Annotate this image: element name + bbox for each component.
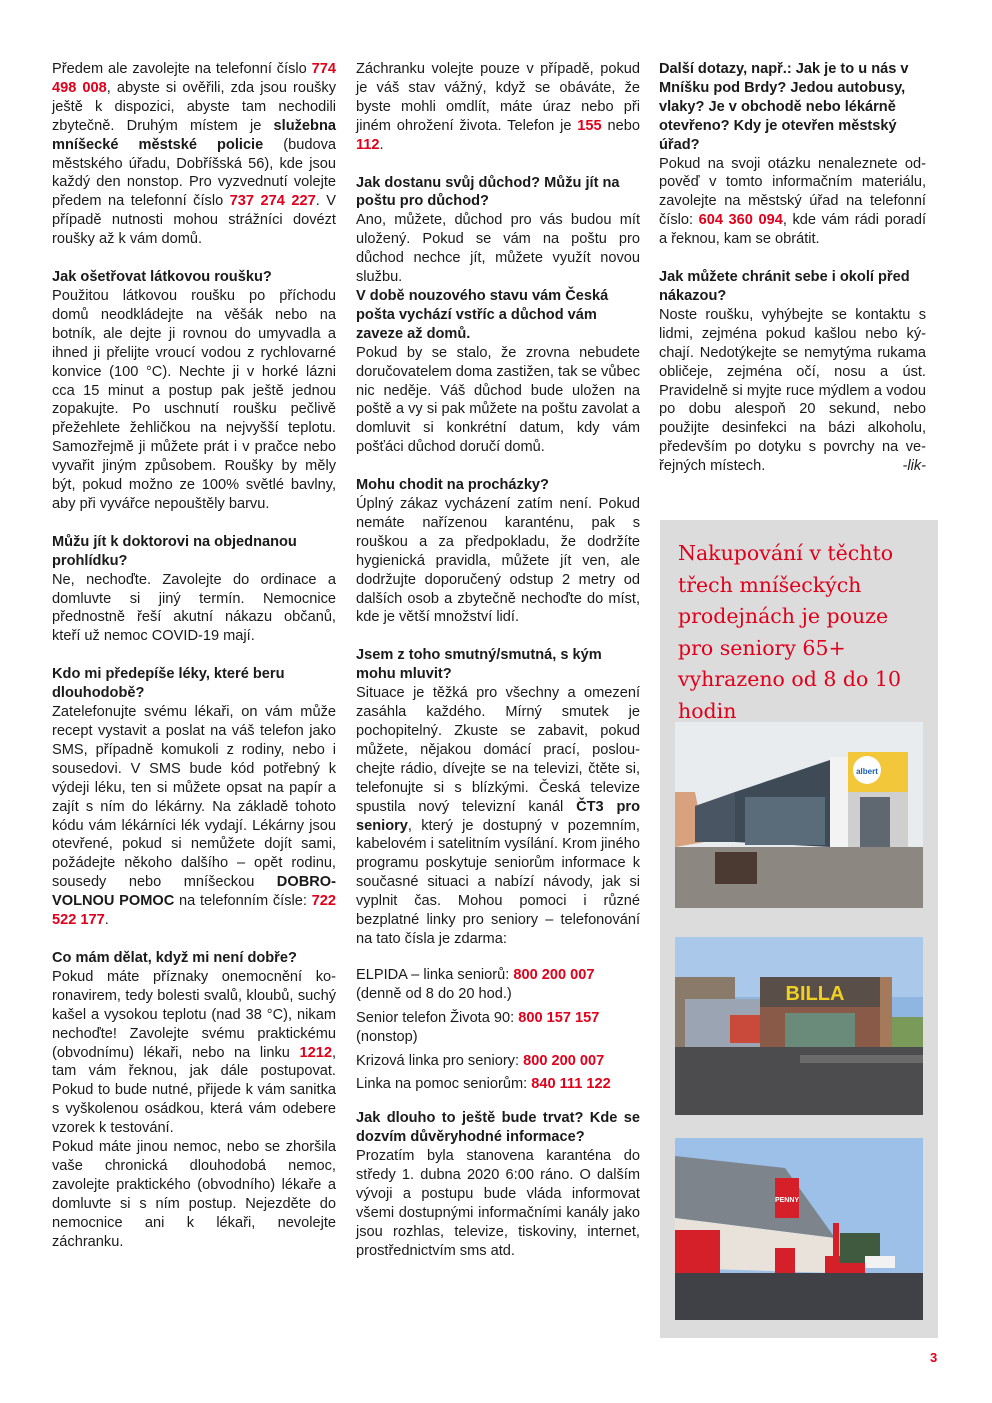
phone-number: 800 157 157 bbox=[518, 1009, 600, 1026]
author-signature: -lik- bbox=[902, 458, 926, 475]
penny-logo: PENNY bbox=[774, 1197, 800, 1204]
phone-number: 800 200 007 bbox=[523, 1052, 605, 1069]
senior-shopping-panel bbox=[660, 520, 938, 1338]
paragraph-masks-pickup: Předem ale zavolejte na telefonní číslo 774 498 008, abyste si ověřili, zda jsou roušky ještě k dispozici, abyste tam nechodili zbytečně. Druhým místem je služebna mníšecké městské policie (budova městského úřadu, Dobříšská 56), kde jsou každý den nonstop. Pro vyzvednutí volejte předem na telefonní číslo 737 274 227. V případě nutnosti mohou strážníci dovézt roušky až k vám domů. bbox=[52, 61, 337, 248]
question-heading: Další dotazy, např.: Jak je to u nás v Mníšku pod Brdy? Jedou autobusy, vlaky? Je v obchodě nebo lékárně otevřeno? Kdy je otevřen městský úřad? bbox=[659, 61, 909, 153]
question-heading: Jak dlouho to ještě bude trvat? Kde se dozvím důvěryhodné informace? bbox=[356, 1110, 640, 1146]
question-heading: Co mám dělat, když mi není dobře? bbox=[52, 949, 297, 966]
question-heading: Kdo mi předepíše léky, které beru dlouhodobě? bbox=[52, 666, 285, 702]
question-heading: Jak můžete chránit sebe i okolí před nákazou? bbox=[659, 269, 910, 304]
answer-text: Ne, nechoďte. Zavolejte do ordinace a domluvte si jiný termín. Nemocnice přednostně řeší akutní nákazu občanů, kteří už nemoc COVID-19 mají. bbox=[52, 571, 336, 645]
question-heading: Jak dostanu svůj důchod? Můžu jít na poštu pro důchod? bbox=[356, 174, 620, 210]
penny-store-image bbox=[675, 1138, 923, 1320]
answer-text: Zatelefonujte svému lékaři, on vám může recept vystavit a poslat na váš telefon jako SMS, případně komukoli z rodiny, nebo i sousedovi. V SMS bude kód potřebný k výdeji léku, ten si můžete opsat na papír a zajít s ním do lékárny. Na základě tohoto kódu vám lékárníci lék vydají. Lékárny jsou otevřené, pokud si nemůžete dojít sami, požádejte někoho dalšího – opět rodinu, sousedy nebo mníšeckou DOBROVOLNOU POMOC na telefonním čísle: 722 522 177. bbox=[52, 704, 336, 929]
page-number: 3 bbox=[930, 1350, 938, 1365]
answer-text: Pokud máte jinou nemoc, nebo se zhoršila vaše chronická dlouhodobá nemoc, zavolejte praktického (obvodního) lékaře a domluvte si s ním postup. Nejezděte do nemocnice ani k lékaři, nevolejte záchranku. bbox=[52, 1139, 336, 1250]
phone-number: 155 bbox=[577, 117, 602, 134]
phone-number: 722 522 177 bbox=[52, 893, 336, 929]
billa-store-photo bbox=[675, 937, 923, 1115]
hotline-list bbox=[356, 966, 640, 1094]
question-heading: Mohu chodit na procházky? bbox=[356, 477, 549, 494]
column-1 bbox=[52, 60, 336, 1251]
phone-number: 840 111 122 bbox=[531, 1076, 611, 1093]
albert-logo: albert bbox=[856, 767, 878, 776]
answer-bold: V době nouzového stavu vám Česká pošta vychází vstříc a důchod vám zaveze až domů. bbox=[356, 287, 609, 342]
question-heading: Jak ošetřovat látkovou roušku? bbox=[52, 269, 272, 286]
column-3 bbox=[659, 60, 926, 476]
phone-number: 800 200 007 bbox=[513, 966, 595, 983]
paragraph-emergency: Záchranku volejte pouze v případě, pokud je váš stav vážný, když se obáváte, že byste mohli omdlít, máte úraz nebo při jiném ohrožení života. Telefon je 155 nebo 112. bbox=[356, 61, 640, 153]
phone-number: 737 274 227 bbox=[229, 193, 316, 210]
column-2 bbox=[356, 60, 640, 1261]
answer-text: Ano, můžete, důchod pro vás budou mít uložený. Pokud se vám na poštu pro důchod nechce jít, můžete využít novou službu. bbox=[356, 212, 640, 286]
albert-store-image bbox=[675, 722, 923, 908]
penny-store-photo bbox=[675, 1138, 923, 1320]
answer-text: Pokud na svoji otázku nenaleznete odpověď v tomto informačním materiálu, zavolejte na městský úřad na telefonní číslo: 604 360 094, kde vám rádi poradí a řeknou, kam se obrátit. bbox=[659, 155, 926, 248]
albert-store-photo bbox=[675, 722, 923, 908]
phone-number: 112 bbox=[356, 136, 380, 153]
answer-text: Použitou látkovou roušku po příchodu domů neodkládejte na věšák nebo na botník, ale dejte ji rovnou do umyvadla a ihned ji přelijte vroucí vodou z rychlovarné konvice (100 °C). Nechte ji v horké lázni cca 15 minut a postup pak ještě jednou zopakujte. Po uschnutí roušku pečlivě přežehlete žehličkou na nejvyšší teplotu. Samozřejmě ji můžete prát i v pračce nebo vyvařit jiným způsobem. Roušky by měly být, pokud možno ze 100% světlé bavlny, aby při vyvářce nepouštěly barvu. bbox=[52, 287, 336, 512]
question-heading: Můžu jít k doktorovi na objednanou prohlídku? bbox=[52, 533, 297, 569]
hotline-item: Senior telefon Života 90: 800 157 157 (nonstop) bbox=[356, 1009, 600, 1045]
answer-text: Pokud by se stalo, že zrovna nebudete doručovatelem doma zastižen, tak se vůbec nic neděje. Váš důchod bude uložen na poště a vy si pak můžete na poštu zavolat a domluvit si konkrétní datum, kdy vám pošťáci důchod doručí domů. bbox=[356, 344, 640, 456]
phone-number: 774 498 008 bbox=[52, 61, 336, 96]
billa-logo: BILLA bbox=[785, 983, 845, 1005]
hotline-item: ELPIDA – linka seniorů: 800 200 007 (denně od 8 do 20 hod.) bbox=[356, 966, 595, 1002]
question-heading: Jsem z toho smutný/smutná, s kým mohu mluvit? bbox=[356, 647, 602, 683]
phone-number: 1212 bbox=[299, 1044, 332, 1061]
answer-text: Pokud máte příznaky onemocnění koronavirem, tedy bolesti svalů, kloubů, suchý kašel a vysokou teplotu (nad 38 °C), nikam nechoďte! Zavolejte svému praktickému (obvodnímu) lékaři, nebo na linku 1212, tam vám řeknou, jak dále postupovat. Pokud to bude nutné, přijede k vám sanitka s vyškolenou osádkou, která vám odebere vzorek k testování. bbox=[52, 968, 336, 1137]
answer-text: Úplný zákaz vycházení zatím není. Pokud nemáte nařízenou karanténu, pak s rouškou a za předpokladu, že dodržíte hygienická pravidla, můžete jít ven, ale dodržujte doporučený odstup 2 metry od dalších osob a zbytečně nechoďte do míst, kde je větší množství lidí. bbox=[356, 496, 640, 626]
answer-text: Prozatím byla stanovena karanténa do středy 1. dubna 2020 6:00 ráno. O dalším vývoji a postupu bude vláda informovat všemi dostupnými informačními kanály jako jsou rozhlas, televize, tiskoviny, internet, prostřednictvím sms atd. bbox=[356, 1148, 640, 1259]
answer-text: Noste roušku, vyhýbejte se kontaktu s lidmi, zejména pokud kašlou nebo kýchají. Nedotýkejte se nemytýma rukama obličeje, zejména očí, nosu a úst. Pravidelně si myjte ruce mýdlem a vodou po dobu alespoň 20 sekund, nebo použijte desinfekci na bázi alkoholu, především po dotyku s povrchy na veřejných místech. -lik- bbox=[659, 306, 926, 475]
phone-number: 604 360 094 bbox=[698, 212, 783, 229]
hotline-item: Krizová linka pro seniory: 800 200 007 bbox=[356, 1052, 605, 1069]
hotline-item: Linka na pomoc seniorům: 840 111 122 bbox=[356, 1076, 611, 1093]
panel-title: Nakupování v těchto třech mníšeckých prodejnách je pouze pro seniory 65+ vyhrazeno od 8 do 10 hodin bbox=[678, 541, 901, 723]
billa-store-image bbox=[675, 937, 923, 1115]
answer-text: Situace je těžká pro všechny a omezení zasáhla každého. Mírný smutek je pochopitelný. Zkuste se zabavit, pokud můžete, nějakou domácí prací, poslouchejte rádio, dívejte se na televizi, čtěte si, telefonujte si s blízkými. Česká televize spustila nový televizní kanál ČT3 pro seniory, který je dostupný v pozemním, kabelovém i satelitním vysílání. Krom jiného programu poskytuje seniorům informace k současné situaci a nabízí návody, jak si vyplnit čas. Mohou pomoci i různé bezplatné linky pro seniory – telefonování na tato čísla je zdarma: bbox=[356, 685, 640, 947]
